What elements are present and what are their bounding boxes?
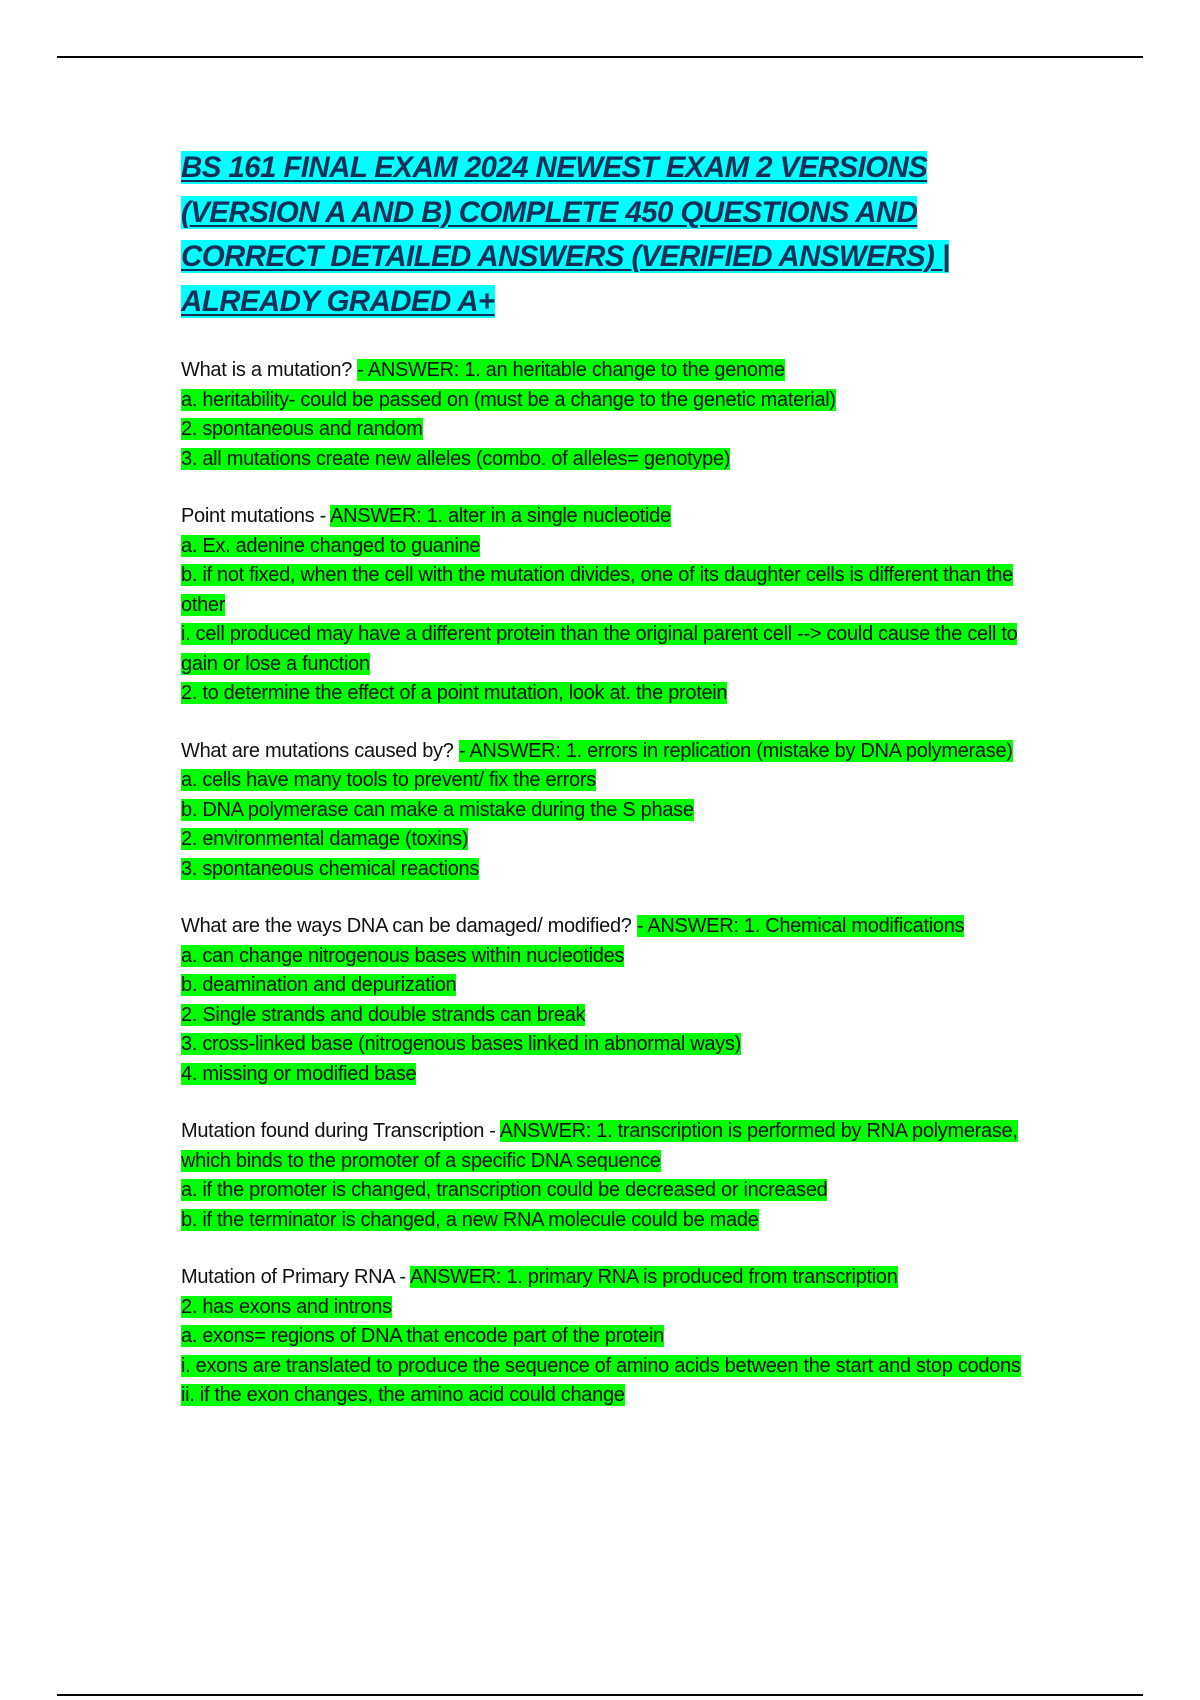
question-text: Mutation of Primary RNA - bbox=[181, 1266, 410, 1288]
answer-line: i. cell produced may have a different protein than the original parent cell --> could cause the cell to gain or lose a function bbox=[181, 623, 1018, 675]
qa-item bbox=[181, 737, 1031, 885]
question-text: Point mutations - bbox=[181, 505, 331, 527]
answer-line: b. deamination and depurization bbox=[181, 974, 457, 996]
answer-line: ii. if the exon changes, the amino acid could change bbox=[181, 1384, 625, 1406]
answer-text: ANSWER: 1. primary RNA is produced from transcription bbox=[409, 1266, 898, 1288]
answer-line: b. DNA polymerase can make a mistake during the S phase bbox=[181, 798, 694, 821]
answer-line: a. cells have many tools to prevent/ fix the errors bbox=[181, 769, 596, 791]
answer-line: 2. spontaneous and random bbox=[181, 418, 423, 440]
answer-line: 3. cross-linked base (nitrogenous bases linked in abnormal ways) bbox=[181, 1033, 741, 1055]
answer-text: ANSWER: 1. transcription is performed by RNA polymerase, which binds to the promoter of a specific DNA sequence bbox=[181, 1120, 1018, 1172]
qa-item bbox=[181, 912, 1031, 1089]
answer-text: - ANSWER: 1. Chemical modifications bbox=[636, 915, 965, 937]
answer-line: i. exons are translated to produce the sequence of amino acids between the start and stop codons bbox=[181, 1354, 1021, 1377]
qa-item bbox=[181, 1263, 1031, 1411]
qa-item bbox=[181, 502, 1031, 709]
question-text: What is a mutation? bbox=[181, 359, 358, 381]
answer-line: 3. spontaneous chemical reactions bbox=[181, 857, 480, 880]
answer-line: 2. Single strands and double strands can break bbox=[181, 1003, 586, 1026]
answer-line: 2. environmental damage (toxins) bbox=[181, 828, 469, 850]
answer-line: 2. has exons and introns bbox=[181, 1295, 392, 1318]
answer-line: a. if the promoter is changed, transcription could be decreased or increased bbox=[181, 1179, 828, 1201]
answer-line: b. if the terminator is changed, a new RNA molecule could be made bbox=[181, 1208, 759, 1231]
qa-item bbox=[181, 356, 1031, 474]
answer-line: a. heritability- could be passed on (must be a change to the genetic material) bbox=[181, 388, 836, 411]
bottom-rule bbox=[57, 1694, 1143, 1696]
qa-list bbox=[181, 356, 1031, 1411]
question-text: What are the ways DNA can be damaged/ modified? bbox=[181, 915, 637, 937]
answer-text: ANSWER: 1. alter in a single nucleotide bbox=[330, 505, 671, 527]
top-rule bbox=[57, 56, 1143, 58]
document-body bbox=[181, 146, 1031, 1439]
document-title bbox=[181, 146, 1031, 324]
answer-line: 4. missing or modified base bbox=[181, 1062, 417, 1085]
answer-line: 2. to determine the effect of a point mutation, look at. the protein bbox=[181, 682, 728, 704]
answer-text: - ANSWER: 1. an heritable change to the genome bbox=[357, 359, 785, 381]
question-text: Mutation found during Transcription - bbox=[181, 1120, 500, 1142]
answer-text: - ANSWER: 1. errors in replication (mistake by DNA polymerase) bbox=[458, 739, 1013, 762]
question-text: What are mutations caused by? bbox=[181, 739, 459, 762]
answer-line: a. exons= regions of DNA that encode part of the protein bbox=[181, 1325, 664, 1347]
answer-line: b. if not fixed, when the cell with the mutation divides, one of its daughter cells is different than the other bbox=[181, 564, 1013, 616]
qa-item bbox=[181, 1117, 1031, 1235]
document-title-text: BS 161 FINAL EXAM 2024 NEWEST EXAM 2 VERSIONS (VERSION A AND B) COMPLETE 450 QUESTIONS AND CORRECT DETAILED ANSWERS (VERIFIED ANSWERS) | ALREADY GRADED A+ bbox=[181, 151, 950, 318]
answer-line: a. can change nitrogenous bases within nucleotides bbox=[181, 944, 625, 967]
answer-line: a. Ex. adenine changed to guanine bbox=[181, 534, 481, 557]
answer-line: 3. all mutations create new alleles (combo. of alleles= genotype) bbox=[181, 447, 731, 470]
